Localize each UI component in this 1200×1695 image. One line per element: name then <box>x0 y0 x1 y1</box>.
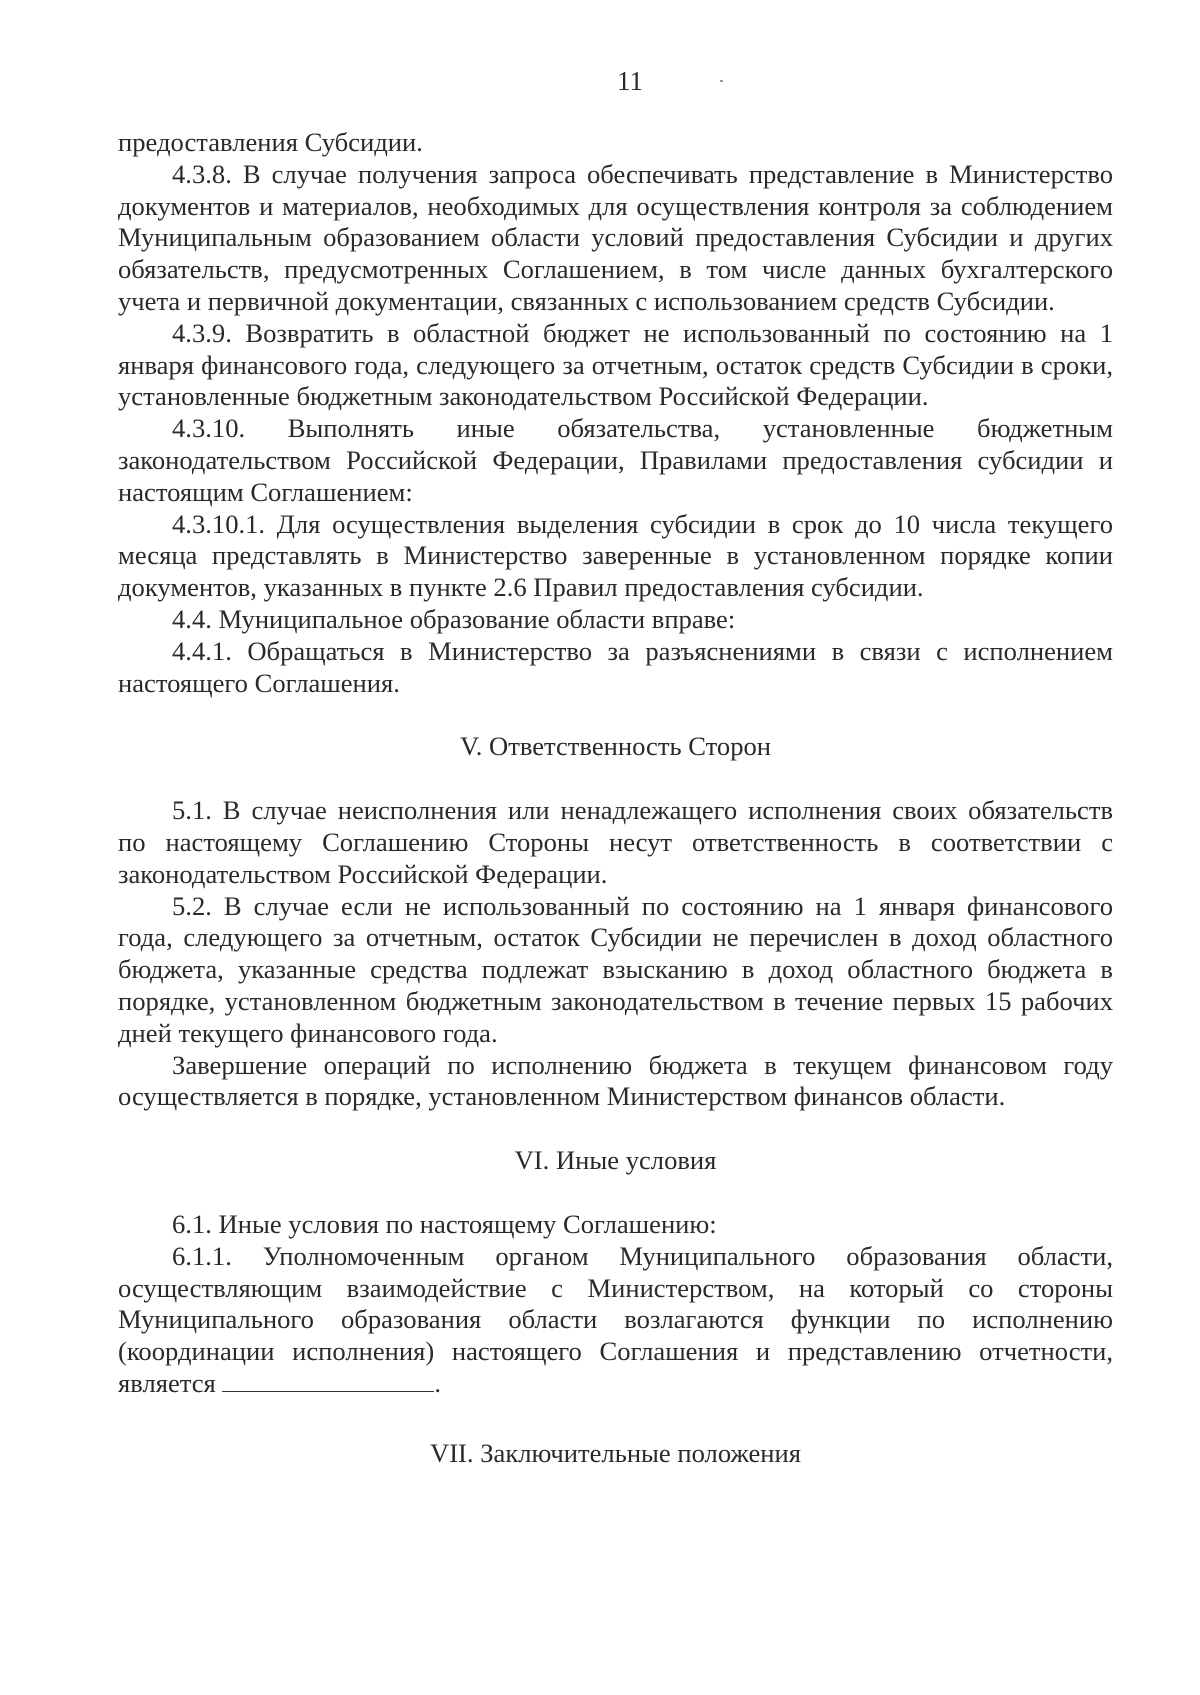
paragraph-with-blank <box>118 1241 1113 1400</box>
section-heading-7: VII. Заключительные положения <box>430 1437 801 1468</box>
paragraph: 4.3.10. Выполнять иные обязательства, установленные бюджетным законодательством Российской Федерации, Правилами предоставления субсидии и настоящим Соглашением: <box>118 413 1113 507</box>
scan-artifact <box>720 80 723 82</box>
paragraph: 5.1. В случае неисполнения или ненадлежащего исполнения своих обязательств по настоящему Соглашению Стороны несут ответственность в соответствии с законодательством Российской Федерации. <box>118 795 1113 889</box>
document-body <box>118 127 1113 1501</box>
paragraph: 4.3.9. Возвратить в областной бюджет не использованный по состоянию на 1 января финансового года, следующего за отчетным, остаток средств Субсидии в сроки, установленные бюджетным законодательством Российской Федерации. <box>118 317 1113 412</box>
paragraph: 4.4. Муниципальное образование области вправе: <box>172 603 736 634</box>
paragraph: 4.3.10.1. Для осуществления выделения субсидии в срок до 10 числа текущего месяца представлять в Министерство заверенные в установленном порядке копии документов, указанных в пункте 2.6 Правил предоставления субсидии. <box>118 508 1113 603</box>
blank-fill-line <box>222 1369 434 1392</box>
section-heading-5: V. Ответственность Сторон <box>459 731 772 762</box>
paragraph: 5.2. В случае если не использованный по состоянию на 1 января финансового года, следующего за отчетным, остаток Субсидии не перечислен в доход областного бюджета, указанные средства подлежат взысканию в доход областного бюджета в порядке, установленном бюджетным законодательством в течение первых 15 рабочих дней текущего финансового года. <box>118 890 1113 1048</box>
page-number: 11 <box>617 66 643 96</box>
paragraph: 4.3.8. В случае получения запроса обеспечивать представление в Министерство документов и материалов, необходимых для осуществления контроля за соблюдением Муниципальным образованием области условий предоставления Субсидии и других обязательств, предусмотренных Соглашением, в том числе данных бухгалтерского учета и первичной документации, связанных с использованием средств Субсидии. <box>118 158 1113 316</box>
section-heading-6: VI. Иные условия <box>514 1145 717 1176</box>
paragraph: Завершение операций по исполнению бюджета в текущем финансовом году осуществляется в порядке, установленном Министерством финансов области. <box>118 1049 1113 1112</box>
paragraph: 4.4.1. Обращаться в Министерство за разъяснениями в связи с исполнением настоящего Соглашения. <box>118 635 1113 698</box>
paragraph: предоставления Субсидии. <box>118 127 423 157</box>
paragraph: 6.1. Иные условия по настоящему Соглашению: <box>172 1208 717 1239</box>
paragraph-text: 6.1.1. Уполномоченным органом Муниципального образования области, осуществляющим взаимодействие с Министерством, на который со стороны Муниципального образования области возлагаются функции по исполнению (координации исполнения) настоящего Соглашения и представлению отчетности, является <box>118 1240 1113 1398</box>
paragraph-end-punct: . <box>434 1367 442 1398</box>
